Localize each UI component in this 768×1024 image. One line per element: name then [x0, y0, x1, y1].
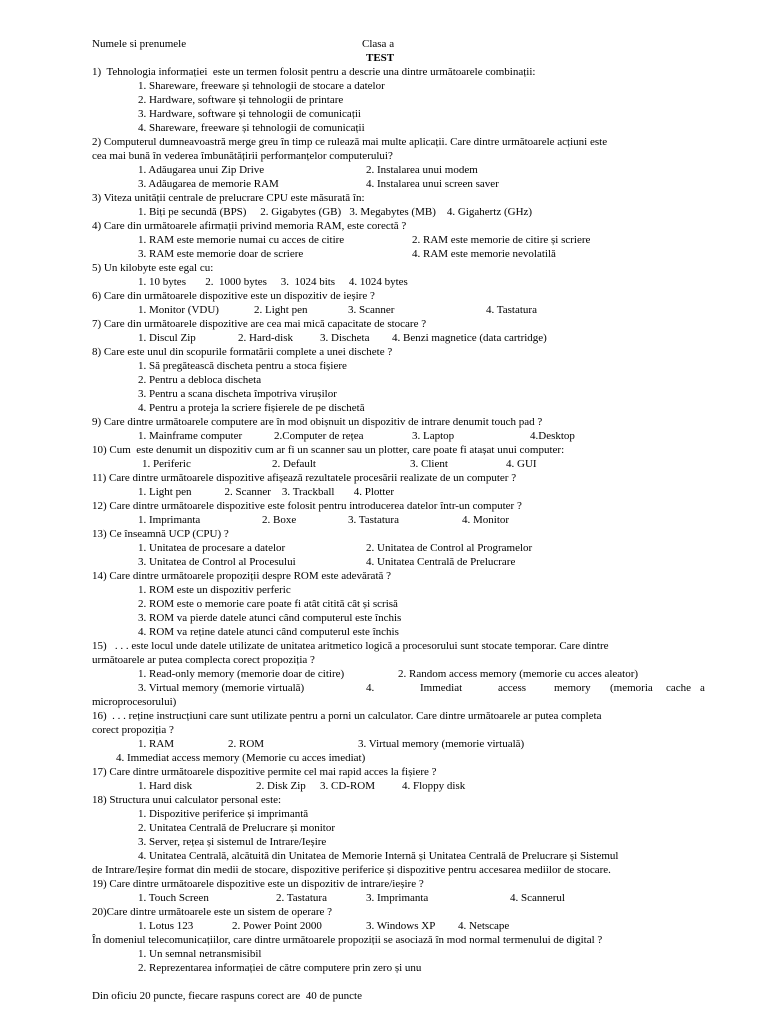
- option: 2. Pentru a debloca discheta: [138, 374, 262, 386]
- option: 2. Tastatura: [276, 892, 327, 904]
- option: 2. Hardware, software și tehnologii de printare: [138, 94, 344, 106]
- option: 2. RAM este memorie de citire și scriere: [412, 234, 591, 246]
- option: 2. Instalarea unui modem: [366, 164, 478, 176]
- option: 4. GUI: [506, 458, 537, 470]
- question-7: 7) Care din următoarele dispozitive are cea mai mică capacitate de stocare ?: [92, 318, 427, 330]
- option: 4. Benzi magnetice (data cartridge): [392, 332, 547, 344]
- option: 4. Tastatura: [486, 304, 537, 316]
- option: 1. Dispozitive periferice și imprimantă: [138, 808, 309, 820]
- option: 1. Unitatea de procesare a datelor: [138, 542, 286, 554]
- scoring-note: Din oficiu 20 puncte, fiecare raspuns corect are 40 de puncte: [92, 990, 362, 1002]
- option-row: 1. Light pen 2. Scanner 3. Trackball 4. Plotter: [138, 486, 395, 498]
- option: 1. Hard disk: [138, 780, 193, 792]
- option: 2. Default: [272, 458, 316, 470]
- option: 1. Monitor (VDU): [138, 304, 219, 316]
- question-8: 8) Care este unul din scopurile formatării complete a unei dischete ?: [92, 346, 393, 358]
- question-18: 18) Structura unui calculator personal este:: [92, 794, 282, 806]
- class-label: Clasa a: [362, 38, 395, 50]
- option: 1. Touch Screen: [138, 892, 209, 904]
- question-2-cont: cea mai bună în vederea îmbunătățirii performanțelor computerului?: [92, 150, 393, 162]
- option: 4.: [366, 682, 375, 694]
- name-label: Numele si prenumele: [92, 38, 187, 50]
- option: 1. ROM este un dispozitiv perferic: [138, 584, 291, 596]
- option: 2. Light pen: [254, 304, 308, 316]
- option-word: cache: [666, 682, 692, 694]
- option-row: 1. Biți pe secundă (BPS) 2. Gigabytes (GB) 3. Megabytes (MB) 4. Gigahertz (GHz): [138, 206, 533, 218]
- option: 1. Periferic: [142, 458, 191, 470]
- option-word: a: [700, 682, 705, 694]
- option: 3. Discheta: [320, 332, 370, 344]
- option: 2. Random access memory (memorie cu acces aleator): [398, 668, 639, 680]
- question-14: 14) Care dintre următoarele propoziții despre ROM este adevărată ?: [92, 570, 392, 582]
- option: 4. Unitatea Centrală de Prelucrare: [366, 556, 516, 568]
- option: 2. Unitatea de Control al Programelor: [366, 542, 533, 554]
- option: 4. Scannerul: [510, 892, 565, 904]
- page-title: TEST: [366, 52, 395, 64]
- option-word: Immediat: [420, 682, 463, 694]
- option: 1. Să pregătească discheta pentru a stoca fișiere: [138, 360, 347, 372]
- question-15: 15) . . . este locul unde datele utilizate de unitatea aritmetico logică a procesorului sunt stocate temporar. Care dintre: [92, 640, 609, 652]
- option: 2. Unitatea Centrală de Prelucrare și monitor: [138, 822, 336, 834]
- option: 1. Adăugarea unui Zip Drive: [138, 164, 265, 176]
- option: 3. CD-ROM: [320, 780, 376, 792]
- option: 3. Unitatea de Control al Procesului: [138, 556, 296, 568]
- question-12: 12) Care dintre următoarele dispozitive este folosit pentru introducerea datelor într-un computer ?: [92, 500, 522, 512]
- option: 4. Unitatea Centrală, alcătuită din Unitatea de Memorie Internă și Unitatea Centrală de Prelucrare și Sistemul: [138, 850, 619, 862]
- option: 4. Instalarea unui screen saver: [366, 178, 499, 190]
- option: 3. Pentru a scana discheta împotriva virușilor: [138, 388, 337, 400]
- question-16: 16) . . . reține instrucțiuni care sunt utilizate pentru a porni un calculator. Care dintre următoarele ar putea completa: [92, 710, 602, 722]
- option: 4. Immediat access memory (Memorie cu acces imediat): [116, 752, 366, 764]
- option: 3. Tastatura: [348, 514, 399, 526]
- option: 2. Hard-disk: [238, 332, 293, 344]
- option-word: access: [498, 682, 527, 694]
- question-3: 3) Viteza unității centrale de prelucrare CPU este măsurată în:: [92, 192, 365, 204]
- question-11: 11) Care dintre următoarele dispozitive afișează rezultatele procesării realizate de un computer ?: [92, 472, 517, 484]
- question-16-cont: corect propoziția ?: [92, 724, 174, 736]
- option: 2. Power Point 2000: [232, 920, 322, 932]
- option: 1. RAM: [138, 738, 175, 750]
- question-10: 10) Cum este denumit un dispozitiv cum ar fi un scanner sau un plotter, care poate fi atașat unui computer:: [92, 444, 565, 456]
- question-20: 20)Care dintre următoarele este un sistem de operare ?: [92, 906, 333, 918]
- option: 4.Desktop: [530, 430, 575, 442]
- option: 2. Boxe: [262, 514, 297, 526]
- question-5: 5) Un kilobyte este egal cu:: [92, 262, 214, 274]
- option-word: memory: [554, 682, 591, 694]
- option: 4. Netscape: [458, 920, 510, 932]
- question-13: 13) Ce înseamnă UCP (CPU) ?: [92, 528, 229, 540]
- option: 4. Floppy disk: [402, 780, 466, 792]
- question-1: 1) Tehnologia informației este un termen folosit pentru a descrie una dintre următoarele combinații:: [92, 66, 536, 78]
- option: 1. Read-only memory (memorie doar de citire): [138, 668, 345, 680]
- option: 1. Imprimanta: [138, 514, 201, 526]
- option: 3. Adăugarea de memorie RAM: [138, 178, 279, 190]
- option: 4. Monitor: [462, 514, 510, 526]
- option: 3. ROM va pierde datele atunci când computerul este închis: [138, 612, 402, 624]
- option: 3. Laptop: [412, 430, 455, 442]
- option: 2. Reprezentarea informației de către computere prin zero și unu: [138, 962, 422, 974]
- option: 4. Shareware, freeware și tehnologii de comunicații: [138, 122, 365, 134]
- option: 1. Discul Zip: [138, 332, 196, 344]
- option: 4. Pentru a proteja la scriere fișierele de pe dischetă: [138, 402, 365, 414]
- option: 1. Lotus 123: [138, 920, 194, 932]
- question-15-cont: următoarele ar putea complecta corect propoziția ?: [92, 654, 315, 666]
- question-21: În domeniul telecomunicațiilor, care dintre următoarele propoziții se asociază în mod normal termenului de digital ?: [92, 934, 603, 946]
- option: 3. Client: [410, 458, 448, 470]
- option-row: 1. 10 bytes 2. 1000 bytes 3. 1024 bits 4. 1024 bytes: [138, 276, 408, 288]
- option: 3. Virtual memory (memorie virtuală): [138, 682, 305, 694]
- option: 2. ROM este o memorie care poate fi atât citită cât și scrisă: [138, 598, 398, 610]
- option: 2. ROM: [228, 738, 265, 750]
- option: 3. Hardware, software și tehnologii de comunicații: [138, 108, 361, 120]
- option: 2. Disk Zip: [256, 780, 306, 792]
- option-cont: de Intrare/Ieșire format din medii de stocare, dispozitive periferice și dispozitive pentru accesarea mediilor de stocare.: [92, 864, 611, 876]
- question-19: 19) Care dintre următoarele dispozitive este un dispozitiv de intrare/ieșire ?: [92, 878, 424, 890]
- option: 3. Scanner: [348, 304, 395, 316]
- question-6: 6) Care din următoarele dispozitive este un dispozitiv de ieșire ?: [92, 290, 375, 302]
- option: 4. ROM va reține datele atunci când computerul este închis: [138, 626, 399, 638]
- question-2: 2) Computerul dumneavoastră merge greu în timp ce rulează mai multe aplicații. Care dintre următoarele acțiuni este: [92, 136, 608, 148]
- option-word: (memoria: [610, 682, 653, 694]
- question-4: 4) Care din următoarele afirmații privind memoria RAM, este corectă ?: [92, 220, 407, 232]
- option: 1. Mainframe computer: [138, 430, 243, 442]
- option: 1. Shareware, freeware și tehnologii de stocare a datelor: [138, 80, 385, 92]
- option: 4. RAM este memorie nevolatilă: [412, 248, 556, 260]
- option: 3. RAM este memorie doar de scriere: [138, 248, 304, 260]
- option-cont: microprocesorului): [92, 696, 177, 708]
- option: 3. Imprimanta: [366, 892, 429, 904]
- option: 3. Virtual memory (memorie virtuală): [358, 738, 525, 750]
- question-17: 17) Care dintre următoarele dispozitive permite cel mai rapid acces la fișiere ?: [92, 766, 437, 778]
- option: 3. Windows XP: [366, 920, 436, 932]
- option: 1. RAM este memorie numai cu acces de citire: [138, 234, 345, 246]
- option: 1. Un semnal netransmisibil: [138, 948, 262, 960]
- option: 3. Server, rețea și sistemul de Intrare/Ieșire: [138, 836, 327, 848]
- option: 2.Computer de rețea: [274, 430, 364, 442]
- question-9: 9) Care dintre următoarele computere are în mod obișnuit un dispozitiv de intrare denumit touch pad ?: [92, 416, 543, 428]
